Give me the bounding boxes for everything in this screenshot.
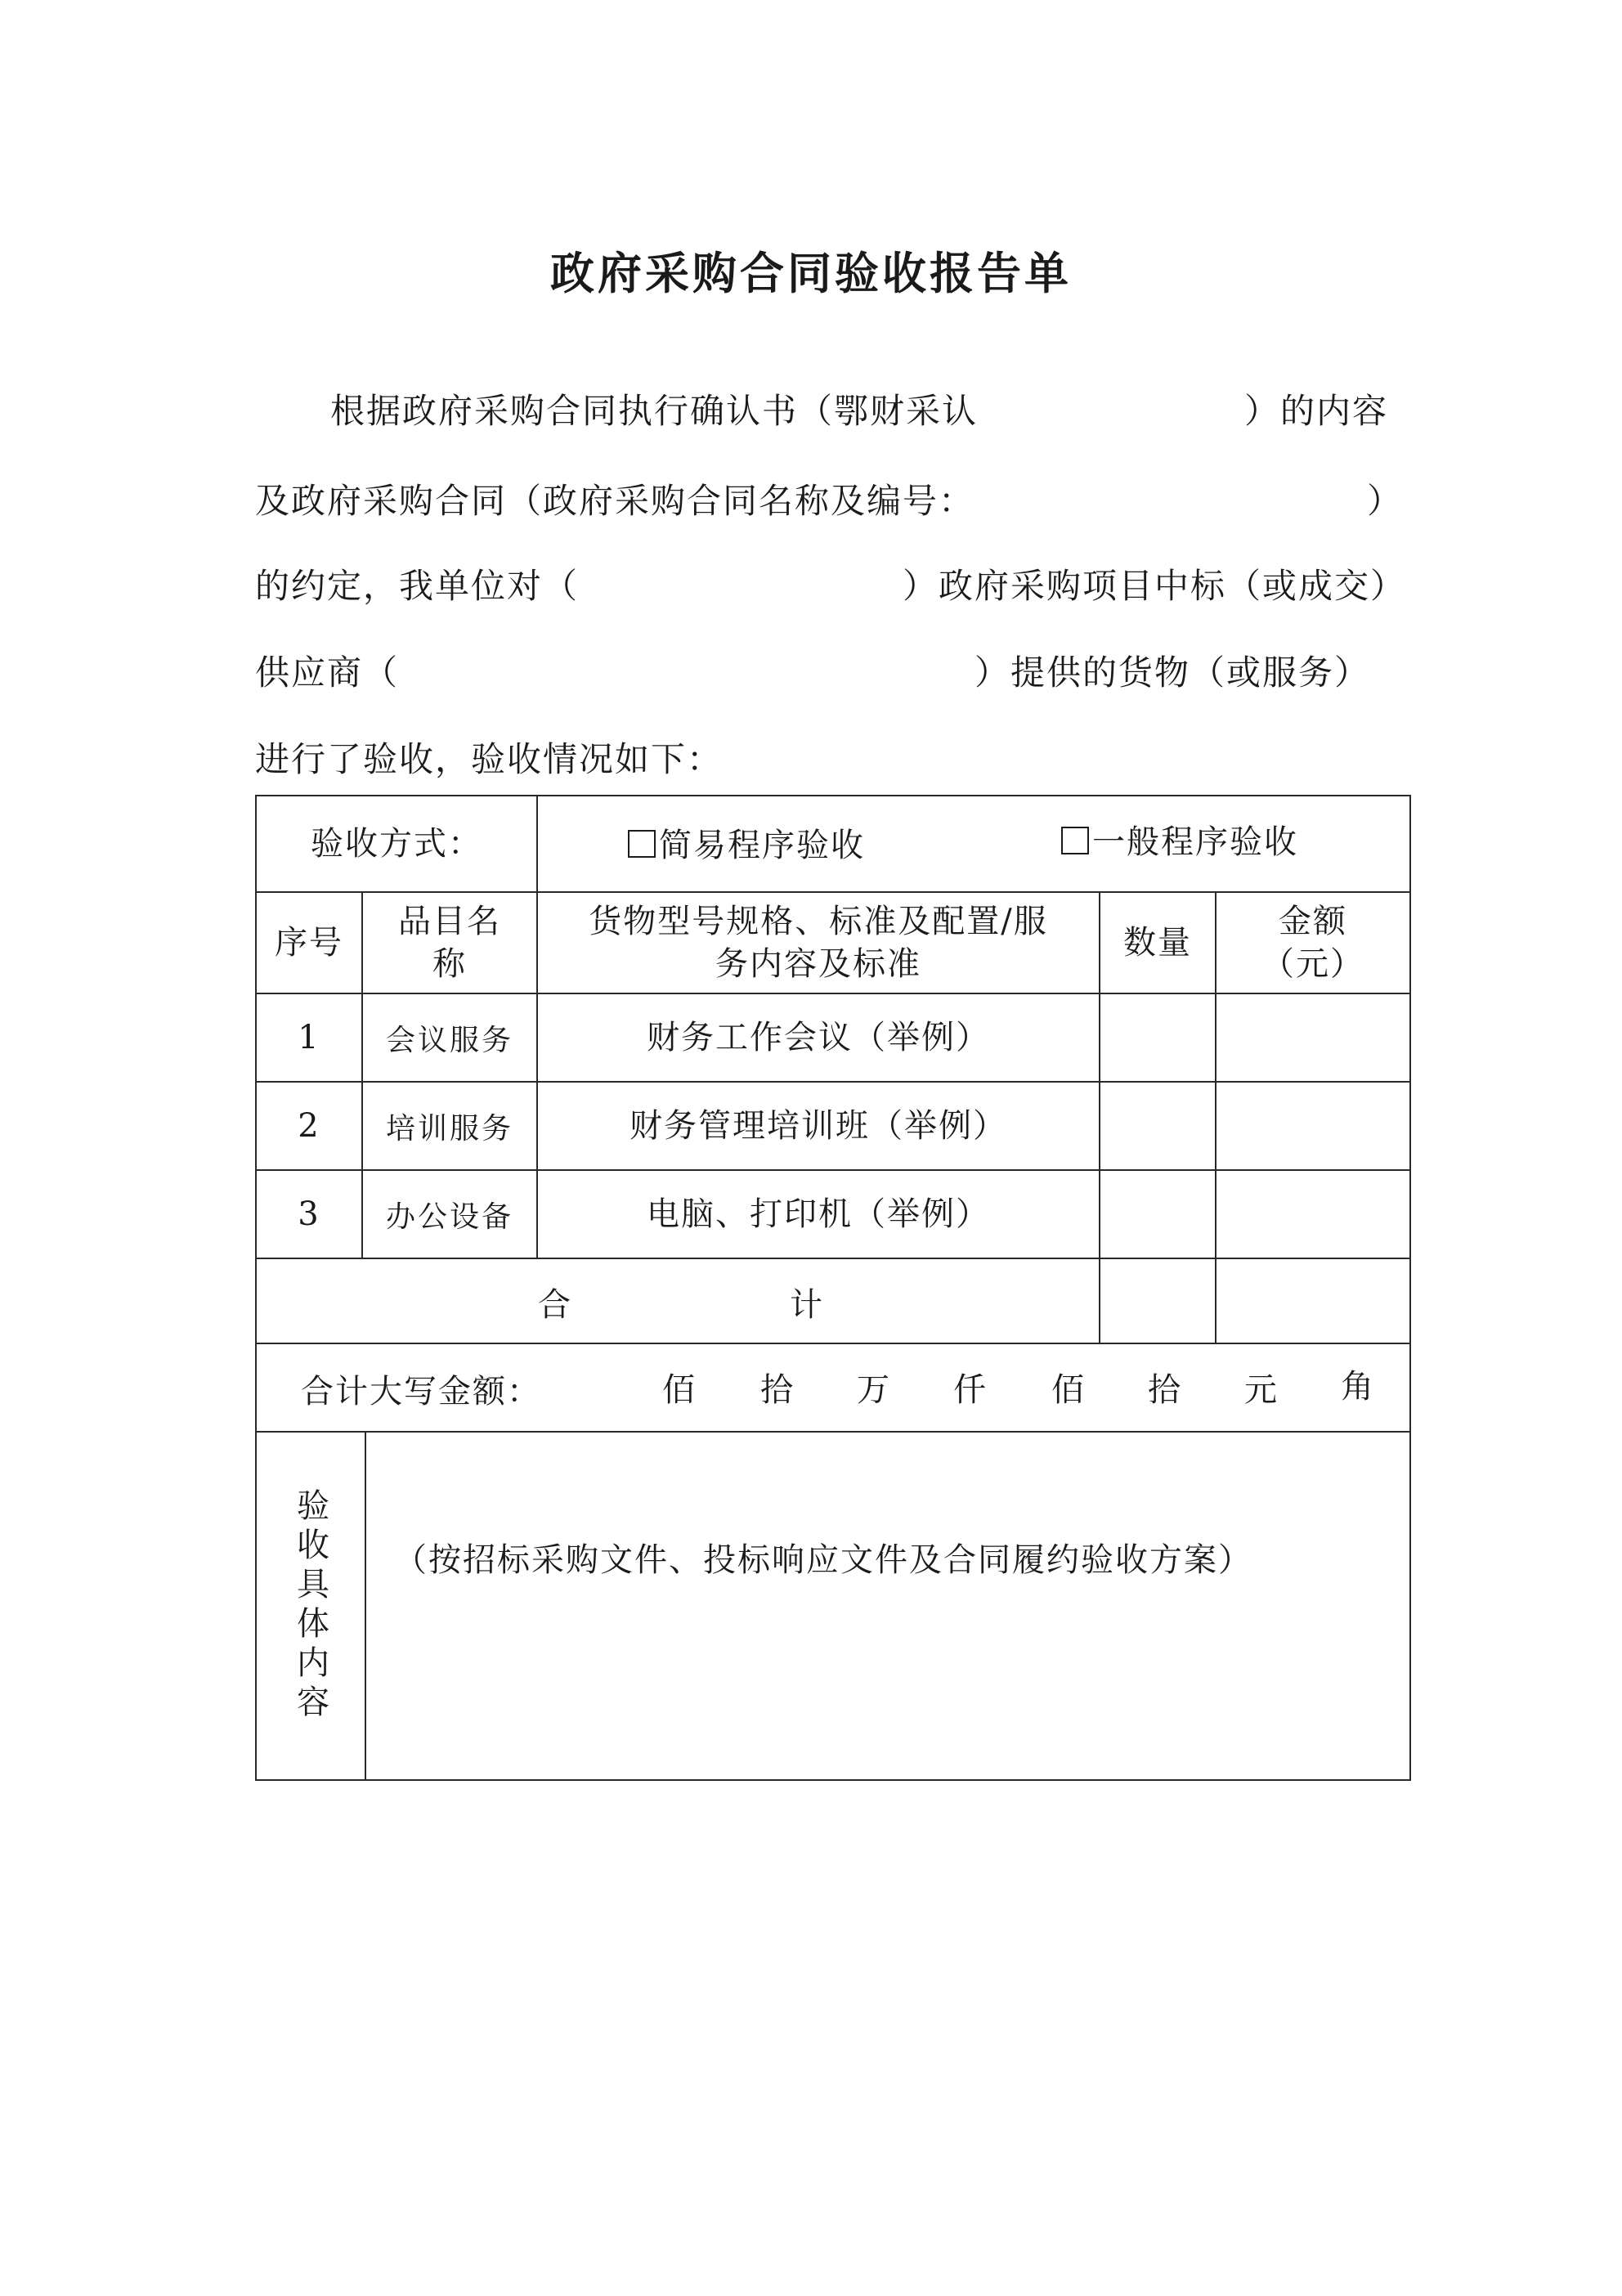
row-1-qty[interactable] bbox=[1099, 993, 1216, 1083]
content-label: 验收具体内容 bbox=[291, 1488, 329, 1724]
row-1-spec-text: 财务工作会议（举例） bbox=[647, 1019, 990, 1056]
total-label-a: 合 bbox=[538, 1286, 572, 1324]
checkbox-general-icon[interactable] bbox=[1061, 827, 1089, 854]
row-3-item-text: 办公设备 bbox=[385, 1200, 513, 1234]
header-spec bbox=[536, 891, 1100, 994]
line-2-end: ） bbox=[1367, 481, 1404, 521]
total-qty[interactable] bbox=[1099, 1258, 1216, 1344]
method-options-cell bbox=[536, 795, 1411, 893]
method-label: 验收方式： bbox=[311, 825, 482, 863]
row-2-amount[interactable] bbox=[1215, 1081, 1411, 1171]
line-1-text: 根据政府采购合同执行确认书（鄂财采认 bbox=[330, 391, 979, 431]
content-body-cell[interactable] bbox=[365, 1431, 1411, 1781]
uppercase-amount-label: 合计大写金额： bbox=[301, 1373, 541, 1410]
row-3-amount[interactable] bbox=[1215, 1169, 1411, 1259]
row-2-qty[interactable] bbox=[1099, 1081, 1216, 1171]
total-label-b: 计 bbox=[790, 1286, 824, 1324]
option-simple[interactable] bbox=[628, 824, 865, 867]
unit-bai-2: 佰 bbox=[1051, 1371, 1086, 1409]
page-title: 政府采购合同验收报告单 bbox=[550, 248, 1072, 299]
content-text: （按招标采购文件、投标响应文件及合同履约验收方案） bbox=[394, 1541, 1252, 1579]
method-label-cell bbox=[255, 795, 538, 893]
header-amount-label: 金额（元） bbox=[1261, 903, 1364, 983]
row-1-seq bbox=[255, 993, 363, 1083]
total-amount[interactable] bbox=[1215, 1258, 1411, 1344]
line-2-text: 及政府采购合同（政府采购合同名称及编号： bbox=[255, 481, 975, 521]
row-2-spec bbox=[536, 1081, 1100, 1171]
row-3-spec bbox=[536, 1169, 1100, 1259]
uppercase-amount-cell bbox=[255, 1343, 1411, 1433]
row-2-spec-text: 财务管理培训班（举例） bbox=[630, 1107, 1007, 1145]
line-4-end: ）提供的货物（或服务） bbox=[975, 652, 1371, 693]
unit-qian: 仟 bbox=[953, 1371, 988, 1409]
header-spec-label: 货物型号规格、标准及配置/服务内容及标准 bbox=[589, 903, 1048, 983]
line-3-text: 的约定，我单位对（ bbox=[255, 566, 580, 606]
row-2-seq-text: 2 bbox=[298, 1107, 320, 1145]
row-1-seq-text: 1 bbox=[298, 1019, 320, 1056]
header-amount bbox=[1215, 891, 1411, 994]
unit-bai-1: 佰 bbox=[662, 1371, 697, 1409]
unit-yuan: 元 bbox=[1244, 1371, 1279, 1409]
option-general-label: 一般程序验收 bbox=[1092, 823, 1298, 861]
header-seq-label: 序号 bbox=[275, 924, 343, 962]
unit-shi-1: 拾 bbox=[760, 1371, 795, 1409]
line-5-text: 进行了验收，验收情况如下： bbox=[255, 739, 724, 779]
header-seq bbox=[255, 891, 363, 994]
header-item-name bbox=[361, 891, 538, 994]
option-simple-label: 简易程序验收 bbox=[659, 827, 865, 864]
row-3-qty[interactable] bbox=[1099, 1169, 1216, 1259]
unit-jiao: 角 bbox=[1341, 1368, 1375, 1406]
unit-wan: 万 bbox=[857, 1371, 891, 1409]
header-qty bbox=[1099, 891, 1216, 994]
checkbox-simple-icon[interactable] bbox=[628, 830, 656, 858]
row-1-spec bbox=[536, 993, 1100, 1083]
row-2-item bbox=[361, 1081, 538, 1171]
header-item-name-label: 品目名称 bbox=[398, 903, 501, 983]
row-1-item-text: 会议服务 bbox=[385, 1023, 513, 1057]
row-3-seq bbox=[255, 1169, 363, 1259]
row-3-seq-text: 3 bbox=[298, 1195, 320, 1233]
total-label-cell bbox=[255, 1258, 1100, 1344]
option-general[interactable] bbox=[1061, 821, 1298, 863]
row-2-seq bbox=[255, 1081, 363, 1171]
row-1-amount[interactable] bbox=[1215, 993, 1411, 1083]
row-1-item bbox=[361, 993, 538, 1083]
content-label-cell bbox=[255, 1431, 366, 1781]
unit-shi-2: 拾 bbox=[1148, 1371, 1182, 1409]
row-3-item bbox=[361, 1169, 538, 1259]
acceptance-form-table bbox=[255, 795, 1411, 1781]
line-1-end: ）的内容 bbox=[1244, 391, 1389, 431]
row-3-spec-text: 电脑、打印机（举例） bbox=[647, 1195, 990, 1233]
line-4-text: 供应商（ bbox=[255, 652, 400, 693]
row-2-item-text: 培训服务 bbox=[385, 1111, 513, 1146]
line-3-end: ）政府采购项目中标（或成交） bbox=[903, 566, 1407, 606]
header-qty-label: 数量 bbox=[1123, 924, 1192, 962]
